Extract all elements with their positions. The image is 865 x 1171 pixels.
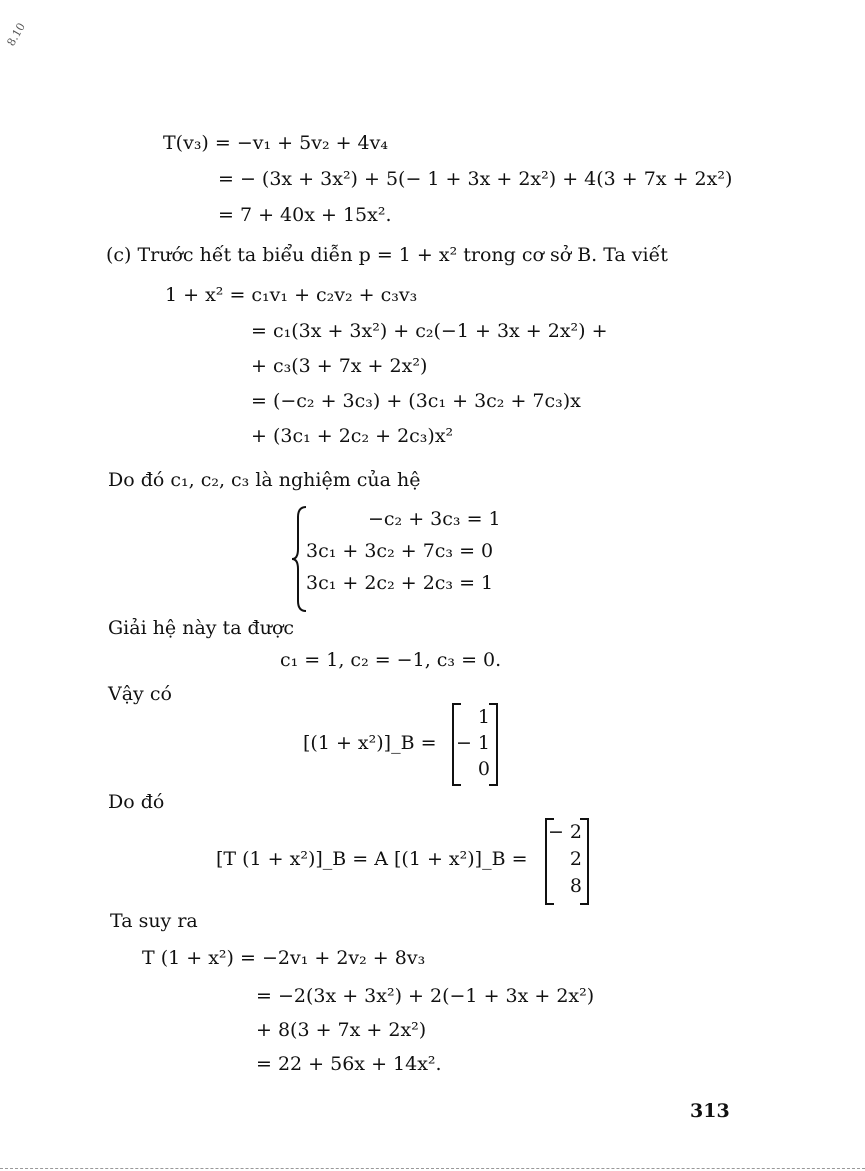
t3-line-3: = 7 + 40x + 15x². — [218, 204, 392, 226]
page-edge-divider — [0, 1168, 865, 1169]
corner-mark: 8.10 — [4, 20, 29, 49]
image-lhs: [T (1 + x²)]_B = A [(1 + x²)]_B = — [216, 848, 528, 870]
expansion-line-3: + c₃(3 + 7x + 2x²) — [251, 355, 428, 377]
final-line-1: T (1 + x²) = −2v₁ + 2v₂ + 8v₃ — [142, 947, 426, 969]
solve-intro: Giải hệ này ta được — [108, 617, 295, 639]
coordinate-entry: 1 — [477, 706, 490, 728]
so-intro: Vậy có — [108, 683, 172, 705]
t3-line-2: = − (3x + 3x²) + 5(− 1 + 3x + 2x²) + 4(3 + 7x + 2x²) — [218, 168, 733, 190]
image-entry: 8 — [569, 875, 582, 897]
coordinate-entry: 0 — [477, 758, 490, 780]
solution: c₁ = 1, c₂ = −1, c₃ = 0. — [280, 649, 502, 671]
system-equation-2: 3c₁ + 3c₂ + 7c₃ = 0 — [306, 540, 494, 562]
image-entry: 2 — [569, 848, 582, 870]
expansion-line-1: 1 + x² = c₁v₁ + c₂v₂ + c₃v₃ — [165, 284, 418, 306]
final-line-3: + 8(3 + 7x + 2x²) — [256, 1019, 427, 1041]
right-bracket — [489, 703, 498, 786]
system-intro: Do đó c₁, c₂, c₃ là nghiệm của hệ — [108, 469, 421, 491]
final-line-2: = −2(3x + 3x²) + 2(−1 + 3x + 2x²) — [256, 985, 595, 1007]
deduce-intro: Ta suy ra — [110, 910, 198, 932]
final-line-4: = 22 + 56x + 14x². — [256, 1053, 442, 1075]
t3-line-1: T(v₃) = −v₁ + 5v₂ + 4v₄ — [163, 132, 388, 154]
expansion-line-2: = c₁(3x + 3x²) + c₂(−1 + 3x + 2x²) + — [251, 320, 608, 342]
system-equation-3: 3c₁ + 2c₂ + 2c₃ = 1 — [306, 572, 494, 594]
coordinate-lhs: [(1 + x²)]_B = — [303, 732, 437, 754]
expansion-line-4: = (−c₂ + 3c₃) + (3c₁ + 3c₂ + 7c₃)x — [251, 390, 581, 412]
expansion-line-5: + (3c₁ + 2c₂ + 2c₃)x² — [251, 425, 454, 447]
page-number: 313 — [690, 1100, 730, 1122]
part-c-intro: (c) Trước hết ta biểu diễn p = 1 + x² trong cơ sở B. Ta viết — [106, 244, 668, 266]
hence-intro: Do đó — [108, 791, 165, 813]
coordinate-entry: − 1 — [455, 732, 490, 754]
system-equation-1: −c₂ + 3c₃ = 1 — [368, 508, 501, 530]
image-entry: − 2 — [547, 821, 582, 843]
